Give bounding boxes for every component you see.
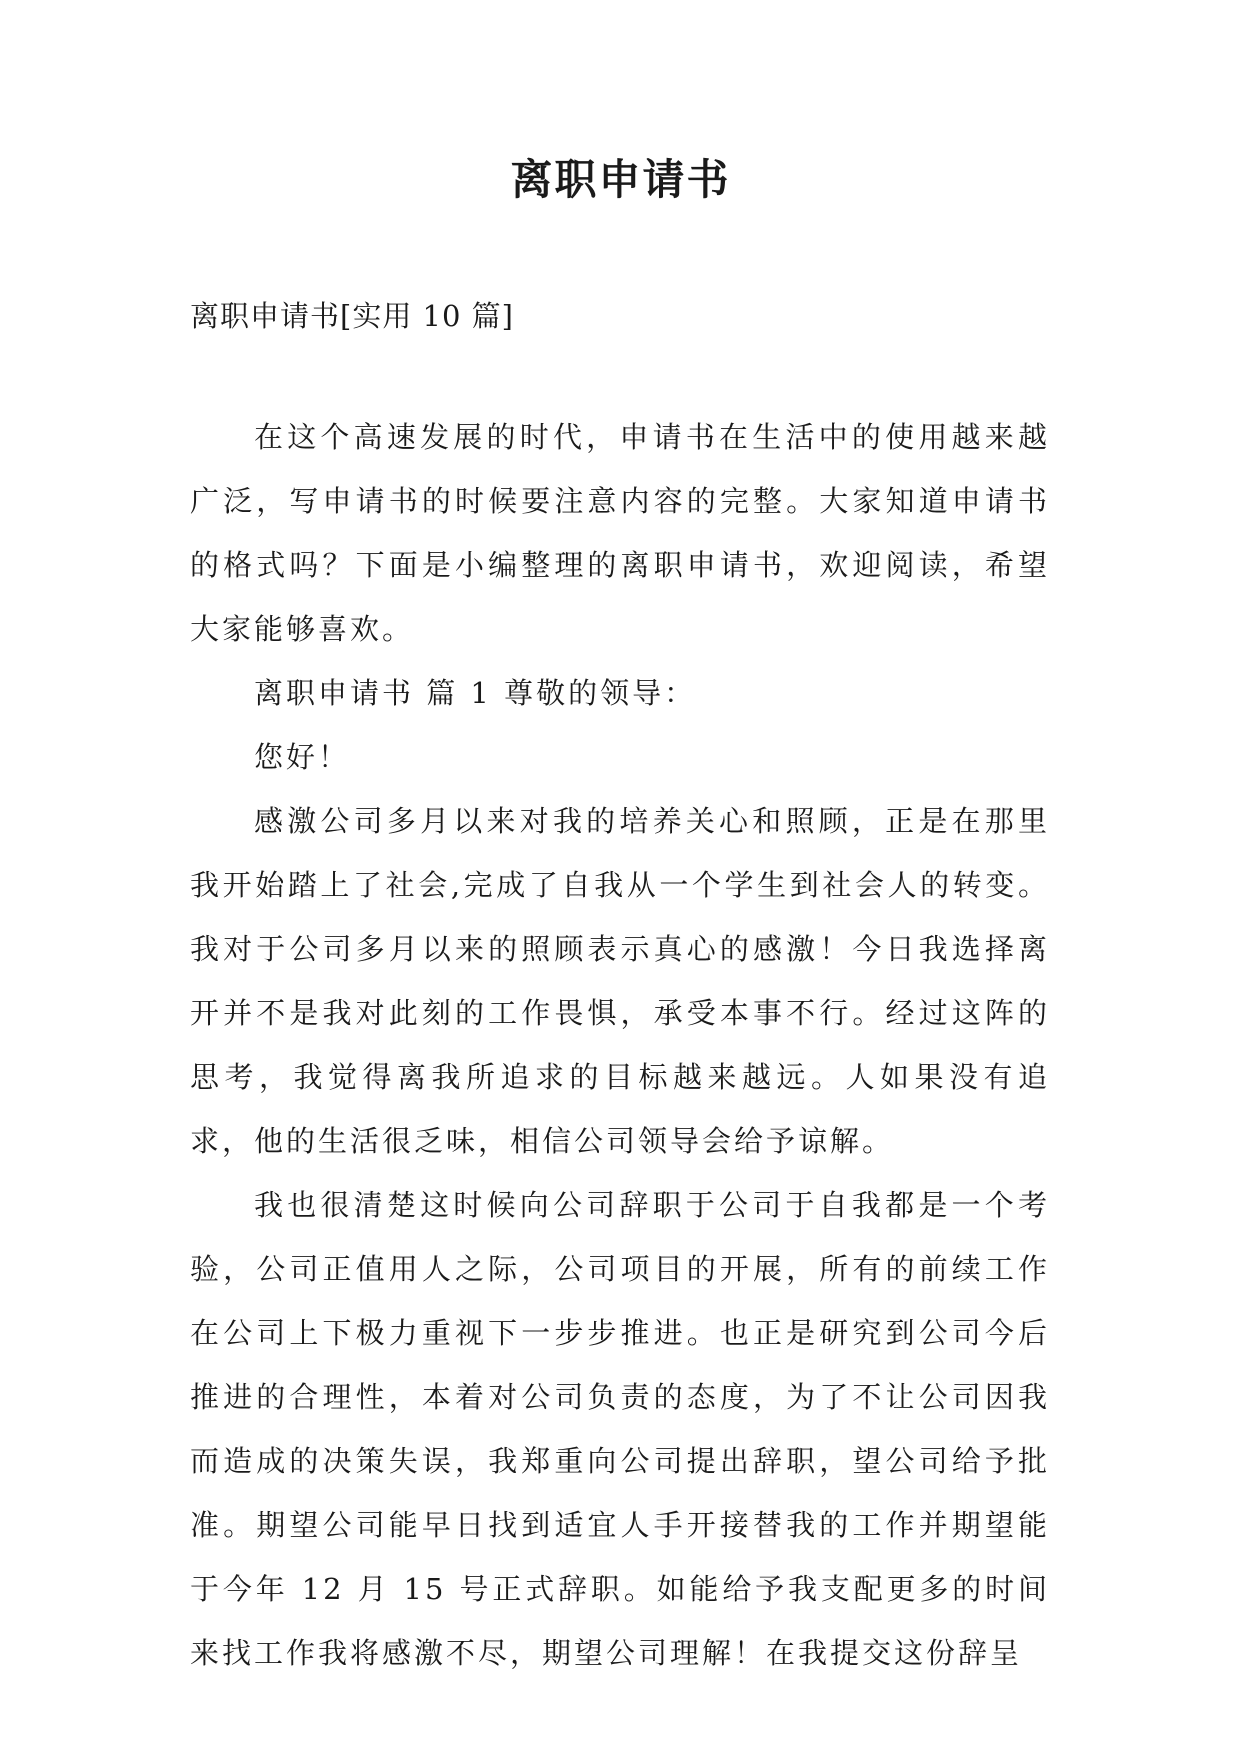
intro-paragraph: 在这个高速发展的时代，申请书在生活中的使用越来越广泛，写申请书的时候要注意内容的完整。大家知道申请书的格式吗？下面是小编整理的离职申请书，欢迎阅读，希望大家能够喜欢。 [190, 420, 1050, 646]
document-subtitle: 离职申请书[实用 10 篇] [190, 299, 514, 333]
letter-heading: 离职申请书 篇 1 尊敬的领导： [254, 676, 697, 710]
document-body [190, 405, 1050, 1685]
letter-greeting: 您好！ [254, 740, 351, 774]
letter-paragraph: 我也很清楚这时候向公司辞职于公司于自我都是一个考验，公司正值用人之际，公司项目的开展，所有的前续工作在公司上下极力重视下一步步推进。也正是研究到公司今后推进的合理性，本着对公司负责的态度，为了不让公司因我而造成的决策失误，我郑重向公司提出辞职，望公司给予批准。期望公司能早日找到适宜人手开接替我的工作并期望能于今年 12 月 15 号正式辞职。如能给予我支配更多的时间来找工作我将感激不尽，期望公司理解！在我提交这份辞呈 [190, 1188, 1050, 1670]
document-title: 离职申请书 [510, 155, 731, 204]
letter-paragraph: 感激公司多月以来对我的培养关心和照顾，正是在那里我开始踏上了社会,完成了自我从一个学生到社会人的转变。我对于公司多月以来的照顾表示真心的感激！今日我选择离开并不是我对此刻的工作畏惧，承受本事不行。经过这阵的思考，我觉得离我所追求的目标越来越远。人如果没有追求，他的生活很乏味，相信公司领导会给予谅解。 [190, 804, 1050, 1158]
